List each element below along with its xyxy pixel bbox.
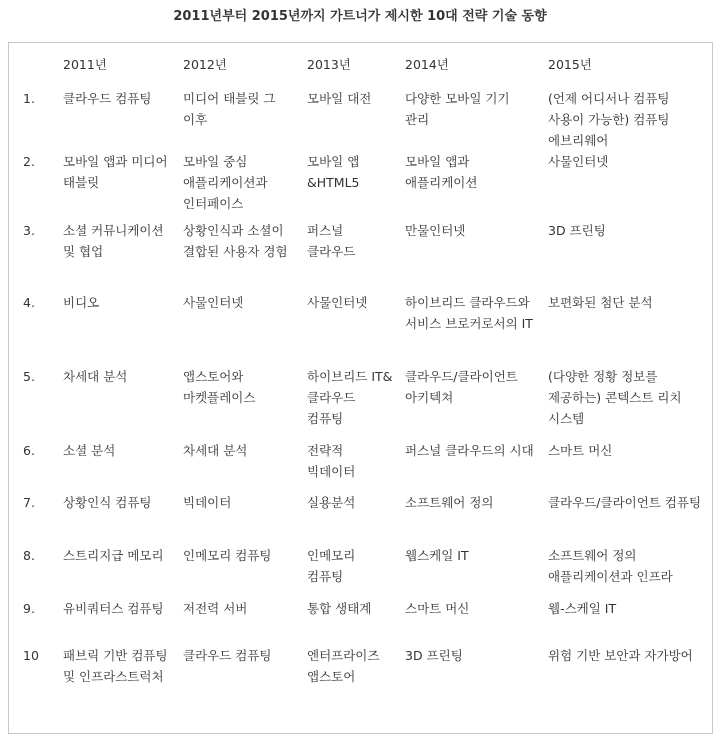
- table-cell: 빅데이터: [183, 495, 232, 510]
- header-cell-2015: 2015년: [548, 57, 592, 72]
- table-cell: 다양한 모바일 기기 관리: [405, 91, 510, 127]
- table-cell: 사물인터넷: [307, 295, 368, 310]
- table-cell: 웹스케일 IT: [405, 548, 469, 563]
- table-cell: 통합 생태계: [307, 601, 372, 616]
- rank-cell: 9.: [23, 601, 35, 616]
- table-cell: 사물인터넷: [548, 154, 609, 169]
- header-cell-2012: 2012년: [183, 57, 227, 72]
- table-cell: 모바일 중심 애플리케이션과 인터페이스: [183, 154, 268, 211]
- table-cell: 패브릭 기반 컴퓨팅 및 인프라스트럭처: [63, 648, 168, 684]
- rank-cell: 4.: [23, 295, 35, 310]
- table-cell: 클라우드 컴퓨팅: [63, 91, 152, 106]
- table-row: [9, 366, 712, 440]
- table-cell: 엔터프라이즈 앱스토어: [307, 648, 380, 684]
- rank-cell: 8.: [23, 548, 35, 563]
- table-cell: 클라우드/클라이언트 아키텍쳐: [405, 369, 518, 405]
- header-cell-2011: 2011년: [63, 57, 107, 72]
- table-cell: (다양한 정황 정보를 제공하는) 콘텍스트 리치 시스템: [548, 369, 682, 426]
- table-cell: 소셜 커뮤니케이션 및 협업: [63, 223, 164, 259]
- page-title: 2011년부터 2015년까지 가트너가 제시한 10대 전략 기술 동향: [173, 9, 547, 24]
- table-cell: 인메모리 컴퓨팅: [307, 548, 356, 584]
- table-cell: 미디어 태블릿 그 이후: [183, 91, 276, 127]
- table-cell: 퍼스널 클라우드의 시대: [405, 443, 534, 458]
- table-cell: (언제 어디서나 컴퓨팅 사용이 가능한) 컴퓨팅 에브리웨어: [548, 91, 670, 148]
- table-cell: 소셜 분석: [63, 443, 116, 458]
- rank-cell: 6.: [23, 443, 35, 458]
- rank-cell: 10: [23, 648, 39, 663]
- table-cell: 소프트웨어 정의: [405, 495, 494, 510]
- table-cell: 사물인터넷: [183, 295, 244, 310]
- table-cell: 상황인식과 소셜이 결합된 사용자 경험: [183, 223, 288, 259]
- header-cell-blank: [9, 53, 57, 88]
- table-row: [9, 88, 712, 151]
- trends-table: [9, 53, 712, 715]
- table-row: [9, 645, 712, 715]
- table-cell: 저전력 서버: [183, 601, 248, 616]
- header-cell-2013: 2013년: [307, 57, 351, 72]
- rank-cell: 2.: [23, 154, 35, 169]
- table-cell: 스마트 머신: [405, 601, 470, 616]
- header-cell-2014: 2014년: [405, 57, 449, 72]
- table-cell: 실용분석: [307, 495, 356, 510]
- table-cell: 클라우드/클라이언트 컴퓨팅: [548, 495, 702, 510]
- table-cell: 스마트 머신: [548, 443, 613, 458]
- table-cell: 3D 프린팅: [548, 223, 606, 238]
- table-cell: 위험 기반 보안과 자가방어: [548, 648, 693, 663]
- table-cell: 전략적 빅데이터: [307, 443, 356, 479]
- table-cell: 클라우드 컴퓨팅: [183, 648, 272, 663]
- table-cell: 퍼스널 클라우드: [307, 223, 356, 259]
- table-cell: 앱스토어와 마켓플레이스: [183, 369, 256, 405]
- table-cell: 차세대 분석: [183, 443, 248, 458]
- table-cell: 모바일 앱 &HTML5: [307, 154, 360, 190]
- table-cell: 차세대 분석: [63, 369, 128, 384]
- table-cell: 모바일 대전: [307, 91, 372, 106]
- table-cell: 소프트웨어 정의 애플리케이션과 인프라: [548, 548, 673, 584]
- table-cell: 모바일 앱과 애플리케이션: [405, 154, 478, 190]
- table-cell: 만물인터넷: [405, 223, 466, 238]
- table-cell: 모바일 앱과 미디어 태블릿: [63, 154, 168, 190]
- table-cell: 보편화된 첨단 분석: [548, 295, 653, 310]
- table-row: [9, 598, 712, 645]
- table-cell: 웹-스케일 IT: [548, 601, 617, 616]
- table-row: [9, 440, 712, 492]
- table-row: [9, 492, 712, 545]
- table-cell: 유비쿼터스 컴퓨팅: [63, 601, 164, 616]
- rank-cell: 3.: [23, 223, 35, 238]
- rank-cell: 7.: [23, 495, 35, 510]
- table-row: [9, 545, 712, 598]
- table-row: [9, 151, 712, 220]
- rank-cell: 5.: [23, 369, 35, 384]
- trends-table-frame: [8, 42, 713, 734]
- table-cell: 스트리지급 메모리: [63, 548, 164, 563]
- table-cell: 하이브리드 클라우드와 서비스 브로커로서의 IT: [405, 295, 533, 331]
- rank-cell: 1.: [23, 91, 35, 106]
- table-cell: 하이브리드 IT&클라우드 컴퓨팅: [307, 369, 393, 426]
- table-cell: 3D 프린팅: [405, 648, 463, 663]
- table-row: [9, 292, 712, 366]
- header-row: [9, 53, 712, 88]
- table-cell: 인메모리 컴퓨팅: [183, 548, 272, 563]
- table-cell: 비디오: [63, 295, 100, 310]
- table-row: [9, 220, 712, 292]
- table-cell: 상황인식 컴퓨팅: [63, 495, 152, 510]
